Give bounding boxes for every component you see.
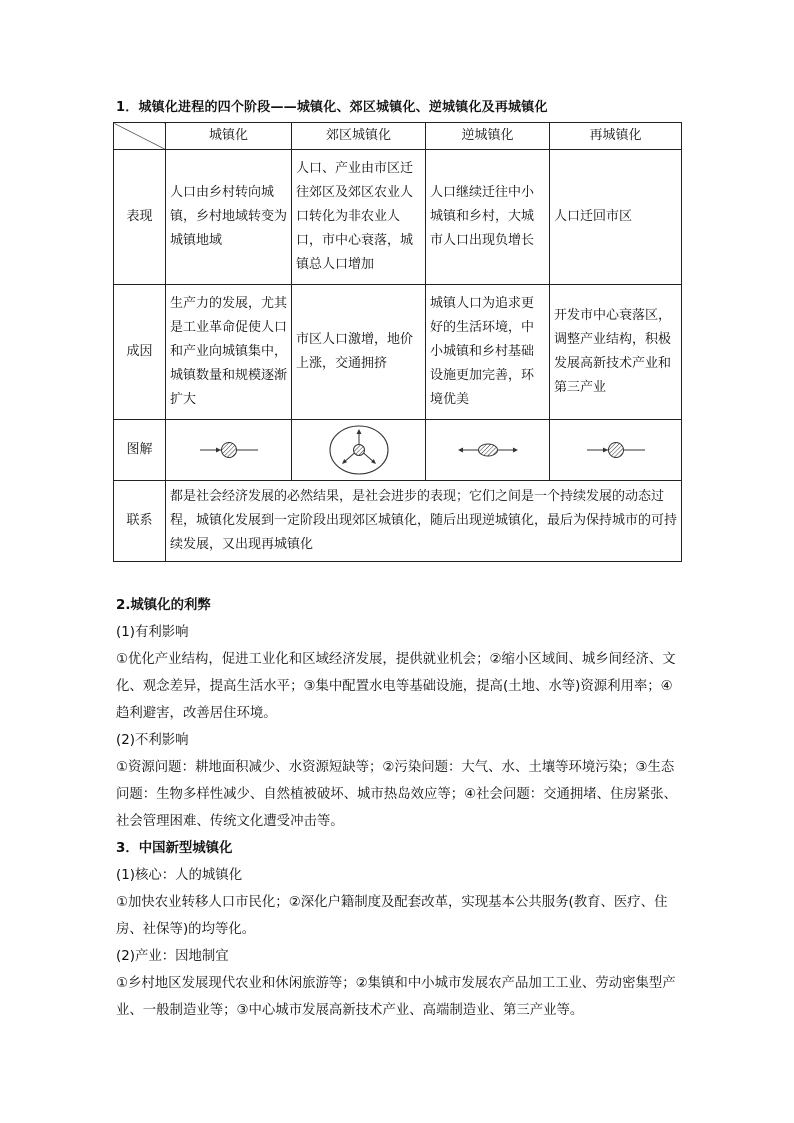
table-cell: 生产力的发展，尤其是工业革命促使人口和产业向城镇集中，城镇数量和规模逐渐扩大: [166, 285, 292, 420]
suburbanization-diagram: [327, 423, 391, 477]
table-header-row: [114, 123, 682, 150]
section2-positive-text: ①优化产业结构，促进工业化和区域经济发展，提供就业机会；②缩小区域间、城乡间经济、文化、观念差异，提高生活水平；③集中配置水电等基础设施，提高(土地、水等)资源利用率；④趋利避害，改善居住环境。: [116, 652, 676, 721]
section1-title: 1．城镇化进程的四个阶段——城镇化、郊区城镇化、逆城镇化及再城镇化: [116, 100, 548, 115]
header-cell: 郊区城镇化: [292, 123, 426, 150]
section3-industry-title: (2)产业：因地制宜: [116, 949, 229, 964]
section2-positive-title: (1)有利影响: [116, 625, 189, 640]
table-row: [114, 420, 682, 481]
table-cell: 都是社会经济发展的必然结果，是社会进步的表现；它们之间是一个持续发展的动态过程，城镇化发展到一定阶段出现郊区城镇化，随后出现逆城镇化，最后为保持城市的可持续发展，又出现再城镇化: [166, 481, 682, 562]
table-cell: 人口继续迁往中小城镇和乡村，大城市人口出现负增长: [426, 150, 550, 285]
table-cell: 城镇人口为追求更好的生活环境，中小城镇和乡村基础设施更加完善，环境优美: [426, 285, 550, 420]
table-cell: 人口、产业由市区迁往郊区及郊区农业人口转化为非农业人口，市中心衰落，城镇总人口增加: [292, 150, 426, 285]
header-cell: 逆城镇化: [426, 123, 550, 150]
section2-negative-title: (2)不利影响: [116, 733, 189, 748]
header-cell: 再城镇化: [550, 123, 682, 150]
urbanization-diagram: [194, 435, 264, 465]
table-cell: 开发市中心衰落区，调整产业结构，积极发展高新技术产业和第三产业: [550, 285, 682, 420]
diagonal-corner-cell: [114, 123, 166, 150]
section3-core-title: (1)核心：人的城镇化: [116, 868, 243, 883]
header-cell: 城镇化: [166, 123, 292, 150]
table-cell: 市区人口激增，地价上涨，交通拥挤: [292, 285, 426, 420]
section3-title: 3．中国新型城镇化: [116, 841, 233, 856]
row-label: 联系: [114, 481, 166, 562]
reurbanization-diagram: [581, 435, 651, 465]
table-cell: 人口迁回市区: [550, 150, 682, 285]
row-label: 表现: [114, 150, 166, 285]
urbanization-diagram-cell: [166, 420, 292, 481]
table-row: [114, 285, 682, 420]
section3-industry-text: ①乡村地区发展现代农业和休闲旅游等；②集镇和中小城市发展农产品加工工业、劳动密集型产业、一般制造业等；③中心城市发展高新技术产业、高端制造业、第三产业等。: [116, 976, 676, 1018]
section3-core-text: ①加快农业转移人口市民化；②深化户籍制度及配套改革，实现基本公共服务(教育、医疗、住房、社保等)的均等化。: [116, 895, 668, 937]
counter-urbanization-diagram-cell: [426, 420, 550, 481]
section2-negative-text: ①资源问题：耕地面积减少、水资源短缺等；②污染问题：大气、水、土壤等环境污染；③生态问题：生物多样性减少、自然植被破坏、城市热岛效应等；④社会问题：交通拥堵、住房紧张、社会管理困难、传统文化遭受冲击等。: [116, 760, 678, 829]
urbanization-stages-table: [113, 122, 682, 562]
section2: [116, 592, 686, 1024]
reurbanization-diagram-cell: [550, 420, 682, 481]
row-label: 成因: [114, 285, 166, 420]
section2-title: 2.城镇化的利弊: [116, 598, 211, 613]
row-label: 图解: [114, 420, 166, 481]
counter-urbanization-diagram: [453, 435, 523, 465]
table-row: [114, 150, 682, 285]
suburbanization-diagram-cell: [292, 420, 426, 481]
table-row: [114, 481, 682, 562]
table-cell: 人口由乡村转向城镇，乡村地域转变为城镇地域: [166, 150, 292, 285]
